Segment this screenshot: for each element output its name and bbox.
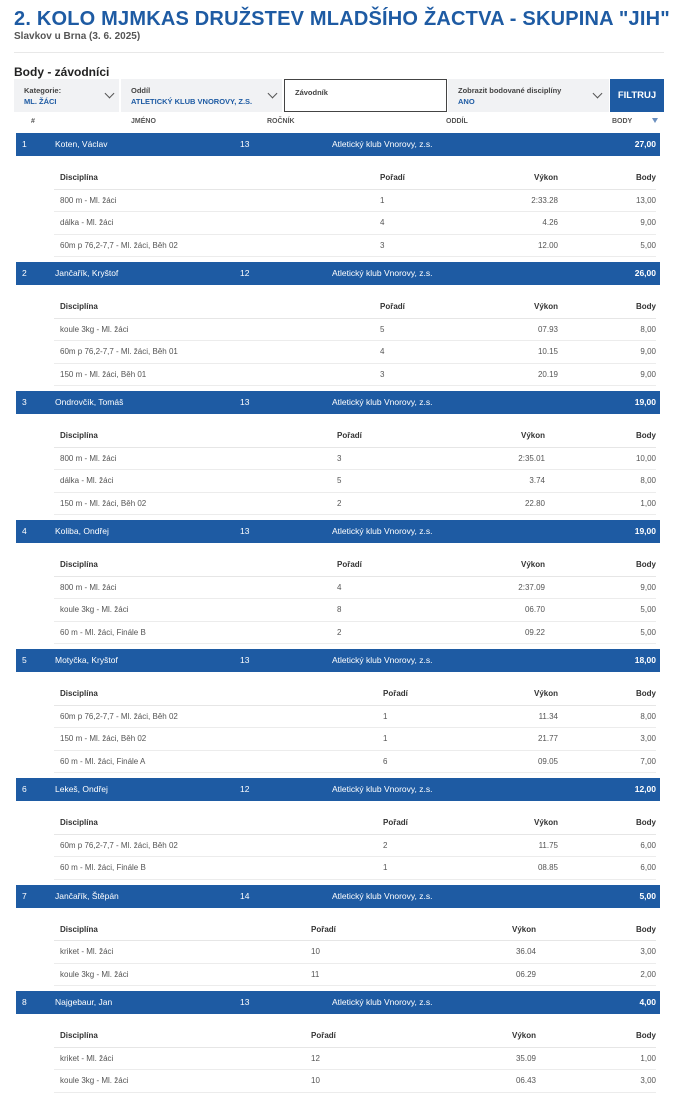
spacer: [16, 543, 660, 554]
event-place: 3: [380, 369, 385, 379]
event-points: 7,00: [640, 756, 656, 766]
event-performance: 2:35.01: [518, 453, 545, 463]
discipline-table: [16, 543, 660, 649]
event-points: 5,00: [640, 627, 656, 637]
event-points: 2,00: [640, 969, 656, 979]
athlete-points: 12,00: [634, 784, 656, 794]
athlete-year: 12: [240, 268, 250, 278]
header-discipline: Disciplína: [60, 1031, 98, 1040]
event-place: 10: [311, 947, 320, 956]
event-place: 10: [311, 1076, 320, 1085]
athlete-points: 27,00: [634, 139, 656, 149]
header-points: Body: [636, 302, 656, 311]
header-place: Pořadí: [383, 689, 408, 698]
event-discipline: koule 3kg - Ml. žáci: [60, 1076, 129, 1085]
table-row: [54, 1048, 656, 1071]
chevron-down-icon: [593, 89, 603, 99]
event-place: 1: [380, 195, 385, 205]
table-row: [54, 622, 656, 645]
table-row: [54, 706, 656, 729]
event-performance: 12.00: [537, 240, 558, 250]
event-place: 3: [380, 240, 385, 250]
table-row: [54, 212, 656, 235]
athlete-rank: 6: [22, 784, 27, 794]
athlete-name: Koten, Václav: [55, 139, 108, 149]
header-points: Body: [636, 560, 656, 569]
athlete-year: 13: [240, 139, 250, 149]
divider: [14, 52, 664, 53]
athlete-club: Atletický klub Vnorovy, z.s.: [332, 139, 433, 149]
category-value: ML. ŽÁCI: [24, 97, 57, 106]
athlete-club: Atletický klub Vnorovy, z.s.: [332, 397, 433, 407]
discipline-table-header: [54, 919, 656, 942]
header-place: Pořadí: [337, 560, 362, 569]
event-performance: 07.93: [537, 324, 558, 334]
athlete-club: Atletický klub Vnorovy, z.s.: [332, 784, 433, 794]
athlete-row[interactable]: [16, 520, 660, 543]
athlete-name: Lekeš, Ondřej: [55, 784, 108, 794]
athlete-year: 13: [240, 655, 250, 665]
event-performance: 20.19: [537, 369, 558, 379]
table-row: [54, 1070, 656, 1093]
table-row: [54, 964, 656, 987]
athlete-name: Jančařík, Kryštof: [55, 268, 119, 278]
event-place: 4: [380, 347, 385, 356]
header-discipline: Disciplína: [60, 560, 98, 569]
event-performance: 06.29: [515, 969, 536, 979]
event-discipline: 800 m - Ml. žáci: [60, 195, 117, 205]
header-points: Body: [636, 818, 656, 827]
event-discipline: dálka - Ml. žáci: [60, 476, 114, 485]
table-header: [14, 114, 664, 132]
chevron-down-icon: [105, 89, 115, 99]
event-place: 6: [383, 756, 388, 766]
event-points: 3,00: [640, 1076, 656, 1085]
event-points: 5,00: [640, 240, 656, 250]
discipline-table: [16, 285, 660, 391]
discipline-table-header: [54, 1025, 656, 1048]
event-discipline: 800 m - Ml. žáci: [60, 453, 117, 463]
header-place: Pořadí: [380, 173, 405, 182]
sort-desc-icon[interactable]: [652, 118, 658, 123]
table-row: [54, 493, 656, 516]
event-points: 3,00: [640, 734, 656, 743]
event-performance: 06.70: [524, 605, 545, 614]
event-place: 5: [337, 476, 342, 485]
event-points: 1,00: [640, 498, 656, 508]
event-points: 3,00: [640, 947, 656, 956]
discipline-table: [16, 156, 660, 262]
club-select[interactable]: [121, 79, 283, 112]
event-place: 2: [337, 627, 342, 637]
event-discipline: koule 3kg - Ml. žáci: [60, 969, 129, 979]
athlete-points: 18,00: [634, 655, 656, 665]
athlete-year: 12: [240, 784, 250, 794]
column-rank[interactable]: #: [31, 118, 35, 125]
athlete-year: 13: [240, 526, 250, 536]
header-discipline: Disciplína: [60, 689, 98, 698]
disciplines-select[interactable]: [448, 79, 610, 112]
event-performance: 06.43: [515, 1076, 536, 1085]
table-row: [54, 364, 656, 387]
athlete-name: Koliba, Ondřej: [55, 526, 109, 536]
disciplines-value: ANO: [458, 97, 475, 106]
header-performance: Výkon: [533, 818, 558, 827]
event-points: 9,00: [640, 369, 656, 379]
athlete-row[interactable]: [16, 391, 660, 414]
header-place: Pořadí: [380, 302, 405, 311]
athlete-row[interactable]: [16, 133, 660, 156]
athlete-rank: 2: [22, 268, 27, 278]
athlete-club: Atletický klub Vnorovy, z.s.: [332, 526, 433, 536]
header-discipline: Disciplína: [60, 818, 98, 827]
filter-button[interactable]: FILTRUJ: [610, 79, 664, 112]
event-points: 5,00: [640, 605, 656, 614]
athlete-club: Atletický klub Vnorovy, z.s.: [332, 890, 433, 901]
event-points: 8,00: [640, 324, 656, 334]
category-select[interactable]: [14, 79, 120, 112]
discipline-table-header: [54, 683, 656, 706]
event-performance: 11.75: [538, 840, 558, 850]
header-place: Pořadí: [337, 431, 362, 440]
athlete-points: 26,00: [634, 268, 656, 278]
event-performance: 10.15: [537, 347, 558, 356]
club-value: ATLETICKÝ KLUB VNOROVY, Z.S.: [131, 97, 253, 106]
header-points: Body: [636, 1031, 656, 1040]
event-place: 1: [383, 734, 388, 743]
athlete-year: 13: [240, 397, 250, 407]
athlete-name: Najgebaur, Jan: [55, 997, 113, 1007]
event-discipline: 60 m - Ml. žáci, Finále B: [60, 863, 146, 872]
discipline-table: [16, 801, 660, 885]
event-discipline: 60m p 76,2-7,7 - Ml. žáci, Běh 02: [60, 240, 178, 250]
athlete-rank: 1: [22, 139, 27, 149]
event-discipline: kriket - Ml. žáci: [60, 1053, 114, 1063]
filter-bar: [14, 79, 664, 112]
category-label: Kategorie:: [24, 86, 62, 95]
event-discipline: koule 3kg - Ml. žáci: [60, 324, 129, 334]
header-points: Body: [636, 173, 656, 182]
event-discipline: koule 3kg - Ml. žáci: [60, 605, 129, 614]
discipline-table-header: [54, 167, 656, 190]
header-performance: Výkon: [533, 302, 558, 311]
event-points: 8,00: [640, 711, 656, 721]
table-row: [54, 190, 656, 213]
table-row: [54, 341, 656, 364]
club-label: Oddíl: [131, 86, 151, 95]
header-performance: Výkon: [533, 173, 558, 182]
athlete-points: 19,00: [634, 526, 656, 536]
page-title: 2. KOLO MJMKAS DRUŽSTEV MLADŠÍHO ŽACTVA - SKUPINA "JIH": [14, 8, 670, 30]
athlete-year: 13: [240, 997, 250, 1007]
discipline-table-header: [54, 554, 656, 577]
table-row: [54, 728, 656, 751]
event-points: 1,00: [640, 1053, 656, 1063]
column-club[interactable]: ODDÍL: [446, 118, 468, 125]
discipline-table: [16, 908, 660, 992]
event-points: 9,00: [640, 582, 656, 592]
event-points: 6,00: [640, 840, 656, 850]
table-row: [54, 599, 656, 622]
section-title: Body - závodníci: [14, 65, 110, 79]
header-performance: Výkon: [511, 1031, 536, 1040]
header-performance: Výkon: [533, 689, 558, 698]
event-points: 9,00: [640, 218, 656, 227]
athlete-club: Atletický klub Vnorovy, z.s.: [332, 268, 433, 278]
event-discipline: 150 m - Ml. žáci, Běh 01: [60, 369, 147, 379]
athlete-name: Ondrovčík, Tomáš: [55, 397, 124, 407]
spacer: [16, 1014, 660, 1025]
event-performance: 08.85: [537, 863, 558, 872]
event-place: 2: [337, 498, 342, 508]
event-discipline: 60m p 76,2-7,7 - Ml. žáci, Běh 02: [60, 711, 178, 721]
athlete-rank: 5: [22, 655, 27, 665]
athlete-name: Jančařík, Štěpán: [55, 890, 119, 901]
table-row: [54, 448, 656, 471]
event-points: 10,00: [635, 453, 656, 463]
event-place: 4: [380, 218, 385, 227]
discipline-table-header: [54, 296, 656, 319]
event-place: 1: [383, 711, 388, 721]
athlete-search-input[interactable]: [284, 79, 447, 112]
athlete-row[interactable]: [16, 262, 660, 285]
event-discipline: 60 m - Ml. žáci, Finále A: [60, 756, 146, 766]
event-place: 11: [311, 969, 320, 979]
athlete-rank: 7: [22, 890, 27, 901]
event-discipline: dálka - Ml. žáci: [60, 218, 114, 227]
event-points: 6,00: [640, 863, 656, 872]
spacer: [16, 908, 660, 919]
event-discipline: 150 m - Ml. žáci, Běh 02: [60, 498, 147, 508]
header-points: Body: [636, 689, 656, 698]
column-points[interactable]: BODY: [612, 118, 633, 125]
event-performance: 21.77: [537, 734, 558, 743]
discipline-table: [16, 1014, 660, 1098]
header-discipline: Disciplína: [60, 173, 98, 182]
event-performance: 2:37.09: [518, 582, 545, 592]
event-place: 5: [380, 324, 385, 334]
table-row: [54, 235, 656, 258]
athlete-rank: 3: [22, 397, 27, 407]
header-points: Body: [636, 924, 656, 934]
athlete-row[interactable]: [16, 885, 660, 908]
athlete-club: Atletický klub Vnorovy, z.s.: [332, 655, 433, 665]
event-discipline: kriket - Ml. žáci: [60, 947, 114, 956]
event-performance: 2:33.28: [531, 195, 558, 205]
event-points: 9,00: [640, 347, 656, 356]
athlete-club: Atletický klub Vnorovy, z.s.: [332, 997, 433, 1007]
header-discipline: Disciplína: [60, 924, 98, 934]
discipline-table-header: [54, 425, 656, 448]
spacer: [16, 1093, 660, 1098]
athlete-points: 4,00: [639, 997, 656, 1007]
event-place: 3: [337, 453, 342, 463]
event-performance: 09.05: [537, 756, 558, 766]
event-discipline: 60m p 76,2-7,7 - Ml. žáci, Běh 02: [60, 840, 178, 850]
header-points: Body: [636, 431, 656, 440]
page-subtitle: Slavkov u Brna (3. 6. 2025): [14, 31, 141, 42]
table-row: [54, 751, 656, 774]
header-discipline: Disciplína: [60, 431, 98, 440]
spacer: [16, 672, 660, 683]
event-performance: 11.34: [538, 711, 558, 721]
event-place: 12: [311, 1053, 320, 1063]
table-row: [54, 577, 656, 600]
event-points: 8,00: [640, 476, 656, 485]
athlete-rank: 8: [22, 997, 27, 1007]
table-row: [54, 470, 656, 493]
header-place: Pořadí: [311, 1031, 336, 1040]
header-place: Pořadí: [383, 818, 408, 827]
event-place: 2: [383, 840, 388, 850]
event-performance: 35.09: [515, 1053, 536, 1063]
athlete-search-placeholder: Závodník: [295, 88, 328, 97]
athlete-rank: 4: [22, 526, 27, 536]
table-row: [54, 941, 656, 964]
event-performance: 3.74: [529, 476, 545, 485]
event-place: 1: [383, 863, 388, 872]
athlete-points: 5,00: [639, 890, 656, 901]
table-row: [54, 857, 656, 880]
spacer: [16, 414, 660, 425]
column-name[interactable]: JMÉNO: [131, 118, 156, 125]
spacer: [16, 156, 660, 167]
event-discipline: 800 m - Ml. žáci: [60, 582, 117, 592]
event-performance: 09.22: [524, 627, 545, 637]
header-performance: Výkon: [520, 431, 545, 440]
athlete-row[interactable]: [16, 991, 660, 1014]
header-performance: Výkon: [511, 924, 536, 934]
disciplines-label: Zobrazit bodované disciplíny: [458, 86, 562, 95]
table-row: [54, 835, 656, 858]
spacer: [16, 285, 660, 296]
header-performance: Výkon: [520, 560, 545, 569]
event-place: 4: [337, 582, 342, 592]
athlete-name: Motyčka, Kryštof: [55, 655, 118, 665]
athlete-points: 19,00: [634, 397, 656, 407]
discipline-table: [16, 414, 660, 520]
table-row: [54, 319, 656, 342]
athlete-year: 14: [240, 890, 250, 901]
header-place: Pořadí: [311, 924, 336, 934]
athlete-row[interactable]: [16, 778, 660, 801]
discipline-table: [16, 672, 660, 778]
column-year[interactable]: ROČNÍK: [267, 118, 295, 125]
results-list: [16, 133, 660, 1098]
event-points: 13,00: [635, 195, 656, 205]
athlete-row[interactable]: [16, 649, 660, 672]
event-performance: 36.04: [515, 947, 536, 956]
header-discipline: Disciplína: [60, 302, 98, 311]
event-discipline: 60m p 76,2-7,7 - Ml. žáci, Běh 01: [60, 347, 178, 356]
event-performance: 22.80: [524, 498, 545, 508]
event-place: 8: [337, 605, 342, 614]
event-discipline: 60 m - Ml. žáci, Finále B: [60, 627, 146, 637]
spacer: [16, 801, 660, 812]
discipline-table-header: [54, 812, 656, 835]
chevron-down-icon: [268, 89, 278, 99]
event-performance: 4.26: [542, 218, 558, 227]
event-discipline: 150 m - Ml. žáci, Běh 02: [60, 734, 147, 743]
